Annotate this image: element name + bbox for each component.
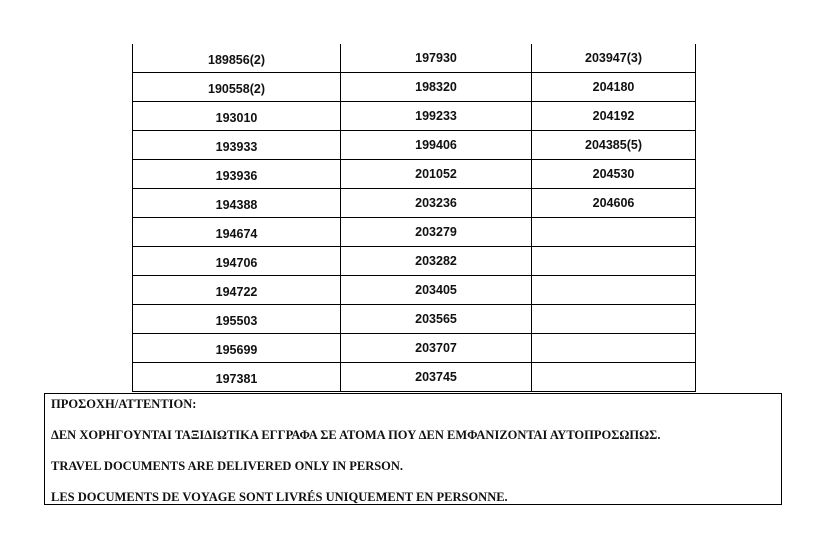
application-numbers-table	[132, 44, 696, 392]
table-row	[133, 189, 696, 218]
table-row	[133, 44, 696, 73]
table-cell: 197381	[133, 363, 341, 392]
table-cell: 203282	[341, 247, 532, 276]
table-cell: 204606	[532, 189, 696, 218]
table-row	[133, 218, 696, 247]
table-row	[133, 131, 696, 160]
table-cell	[532, 276, 696, 305]
table-row	[133, 305, 696, 334]
table-cell: 189856(2)	[133, 44, 341, 73]
table-cell: 194388	[133, 189, 341, 218]
table-cell: 197930	[341, 44, 532, 73]
notice-english-text: TRAVEL DOCUMENTS ARE DELIVERED ONLY IN PERSON.	[51, 459, 404, 473]
table-cell: 203947(3)	[532, 44, 696, 73]
table-cell: 190558(2)	[133, 73, 341, 102]
notice-french-text: LES DOCUMENTS DE VOYAGE SONT LIVRÉS UNIQUEMENT EN PERSONNE.	[51, 490, 508, 504]
table-row	[133, 363, 696, 392]
table-cell: 195699	[133, 334, 341, 363]
table-cell: 194722	[133, 276, 341, 305]
table-cell: 203236	[341, 189, 532, 218]
table-cell: 204530	[532, 160, 696, 189]
notice-heading: ΠΡΟΣΟΧΗ/ATTENTION:	[51, 397, 197, 411]
table-cell: 194674	[133, 218, 341, 247]
table-cell: 194706	[133, 247, 341, 276]
table-cell: 203405	[341, 276, 532, 305]
table-row	[133, 276, 696, 305]
table-cell	[532, 247, 696, 276]
table-cell: 201052	[341, 160, 532, 189]
table-cell	[532, 363, 696, 392]
table-cell: 193936	[133, 160, 341, 189]
table-cell: 203745	[341, 363, 532, 392]
table-cell: 203707	[341, 334, 532, 363]
table-cell: 204192	[532, 102, 696, 131]
attention-notice-box	[44, 393, 782, 505]
table-cell: 199406	[341, 131, 532, 160]
table-row	[133, 160, 696, 189]
table-row	[133, 334, 696, 363]
table-cell: 193010	[133, 102, 341, 131]
table-cell: 203565	[341, 305, 532, 334]
table-cell: 198320	[341, 73, 532, 102]
table-cell: 199233	[341, 102, 532, 131]
table-cell: 204385(5)	[532, 131, 696, 160]
table-cell: 195503	[133, 305, 341, 334]
table-cell: 204180	[532, 73, 696, 102]
table-cell: 193933	[133, 131, 341, 160]
table-cell	[532, 334, 696, 363]
table-cell	[532, 218, 696, 247]
table-cell	[532, 305, 696, 334]
table-row	[133, 102, 696, 131]
table-row	[133, 247, 696, 276]
table-cell: 203279	[341, 218, 532, 247]
table-row	[133, 73, 696, 102]
notice-greek-text: ΔΕΝ ΧΟΡΗΓΟΥΝΤΑΙ ΤΑΞΙΔΙΩΤΙΚΑ ΕΓΓΡΑΦΑ ΣΕ ΑΤΟΜΑ ΠΟΥ ΔΕΝ ΕΜΦΑΝΙΖΟΝΤΑΙ ΑΥΤΟΠΡΟΣΩΠΩΣ.	[51, 428, 661, 442]
